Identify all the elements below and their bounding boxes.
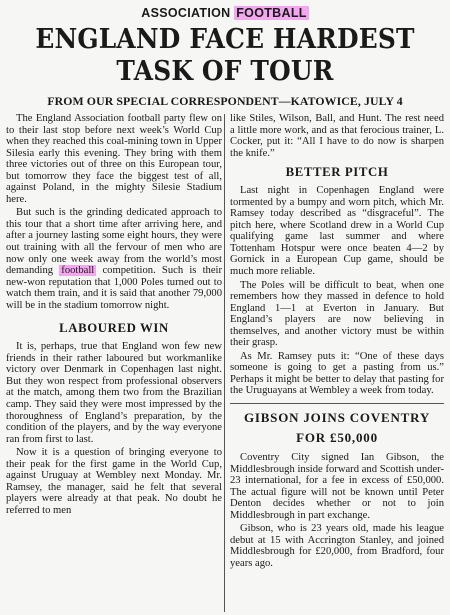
left-column xyxy=(6,113,222,519)
right-column xyxy=(230,113,444,572)
paragraph: It is, perhaps, true that England won few new friends in their rather laboured but workmanlike victory over Denmark in Copenhagen last night. But they won respect from professional observers at the match, among them two from the Brazilian camp. They said they were most impressed by the thoroughness of England’s preparation, by the condition of the players, and by the way everyone ran from first to last. xyxy=(6,341,222,445)
story-headline xyxy=(230,408,444,448)
headline xyxy=(18,24,432,88)
section-prefix: ASSOCIATION xyxy=(141,6,231,20)
story-headline-line-2: FOR £50,000 xyxy=(296,430,378,446)
section-label xyxy=(0,6,450,20)
subheading: BETTER PITCH xyxy=(285,165,389,180)
paragraph: As Mr. Ramsey puts it: “One of these days someone is going to get a pasting from us.” Perhaps it might be better to delay that pasting for the Uruguayans at Wembley a week from today. xyxy=(230,350,444,397)
section-highlight: FOOTBALL xyxy=(236,6,307,20)
paragraph: The Poles will be difficult to beat, when one remembers how they massed in defence to hold England 1—1 at Everton in January. But England’s players are now believing in themselves, and another victory must be within their grasp. xyxy=(230,279,444,349)
paragraph: Coventry City signed Ian Gibson, the Middlesbrough inside forward and Scottish under-23 international, for a fee in excess of £50,000. The actual figure will not be known until Peter Denton decides whether or not to join Middlesbrough in part exchange. xyxy=(230,452,444,521)
byline: FROM OUR SPECIAL CORRESPONDENT—KATOWICE, JULY 4 xyxy=(47,94,403,108)
paragraph-text: But such is the grinding dedicated approach to this tour that a short time after arriving here, and after a journey lasting some eight hours, they were out training with all the fervour of men who are now only one week away from the world’s most demanding xyxy=(6,207,222,277)
paragraph xyxy=(6,207,222,311)
paragraph: like Stiles, Wilson, Ball, and Hunt. The rest need a little more work, and as that ferocious trainer, L. Cocker, put it: “All I have to do now is sharpen the knife.” xyxy=(230,113,444,159)
paragraph-text: competition. Such is their new-won reputation that 1,000 Poles turned out to watch them train, and it is said that another 79,000 will be in the stadium tomorrow night. xyxy=(6,265,223,311)
paragraph: Last night in Copenhagen England were tormented by a bumpy and worn pitch, which Mr. Ramsey today described as “disgraceful”. The pitch here, where Scotland drew in a World Cup qualifying game last summer and where Tottenham Hotspur were once beaten 4—2 by Gornick in a European Cup game, should be much more reliable. xyxy=(230,185,444,278)
story-headline-line-1: GIBSON JOINS COVENTRY xyxy=(243,410,431,426)
paragraph: Now it is a question of bringing everyone to their peak for the first game in the World Cup, against Uruguay at Wembley next Monday. Mr. Ramsey, the manager, said he felt that several players were already at that peak. No doubt he referred to men xyxy=(6,447,222,516)
paragraph: The England Association football party flew on to their last stop before next week’s World Cup when they reached this coal-mining town in Upper Silesia early this evening. They bring with them three victories out of three on this European tour, but tomorrow they face the biggest test of all, against Poland, in the mighty Silesie Stadium here. xyxy=(6,113,222,205)
subheading: LABOURED WIN xyxy=(59,321,169,336)
column-divider xyxy=(224,114,225,612)
paragraph: Gibson, who is 23 years old, made his league debut at 15 with Accrington Stanley, and joined Middlesbrough for £20,000, from Bradford, four years ago. xyxy=(230,523,444,569)
headline-line-2: TASK OF TOUR xyxy=(116,56,334,87)
headline-line-1: ENGLAND FACE HARDEST xyxy=(35,24,415,55)
highlighted-word: football xyxy=(61,265,95,277)
story-divider xyxy=(230,403,444,404)
